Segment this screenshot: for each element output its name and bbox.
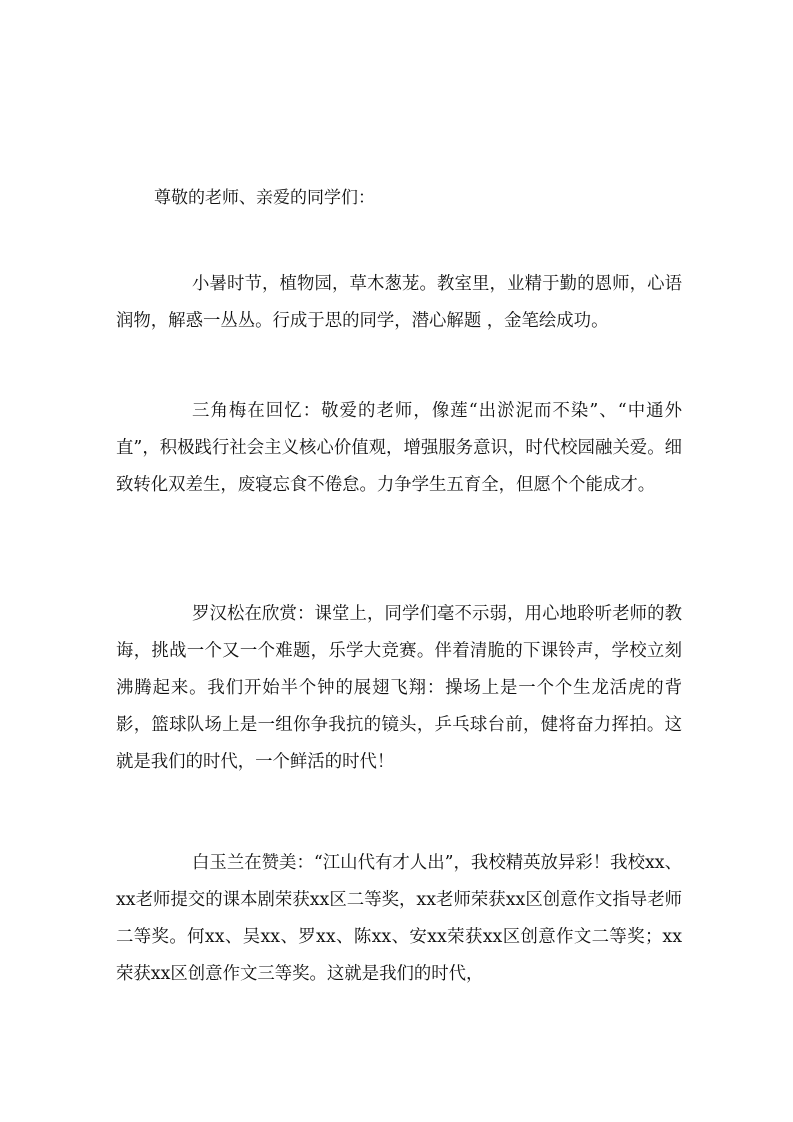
paragraph-summer: 小暑时节，植物园，草木葱茏。教室里，业精于勤的恩师，心语润物，解惑一丛丛。行成于思的同学，潜心解题 ，金笔绘成功。 — [116, 274, 682, 331]
paragraph-podocarpus: 罗汉松在欣赏：课堂上，同学们毫不示弱，用心地聆听老师的教诲，挑战一个又一个难题，乐学大竞赛。伴着清脆的下课铃声，学校立刻沸腾起来。我们开始半个钟的展翅飞翔：操场上是一个个生龙活虎的背影，篮球队场上是一组你争我抗的镜头，乒乓球台前，健将奋力挥拍。这就是我们的时代，一个鲜活的时代！ — [116, 604, 682, 772]
paragraph-magnolia: 白玉兰在赞美：“江山代有才人出”，我校精英放异彩！我校xx、xx老师提交的课本剧荣获xx区二等奖，xx老师荣获xx区创意作文指导老师二等奖。何xx、吴xx、罗xx、陈xx、安xx荣获xx区创意作文二等奖；xx荣获xx区创意作文三等奖。这就是我们的时代， — [116, 853, 682, 984]
greeting-line: 尊敬的老师、亲爱的同学们： — [154, 188, 375, 208]
paragraph-bougainvillea: 三角梅在回忆：敬爱的老师，像莲“出淤泥而不染”、“中通外直”，积极践行社会主义核心价值观，增强服务意识，时代校园融关爱。细致转化双差生，废寝忘食不倦怠。力争学生五育全，但愿个个能成才。 — [116, 401, 682, 495]
